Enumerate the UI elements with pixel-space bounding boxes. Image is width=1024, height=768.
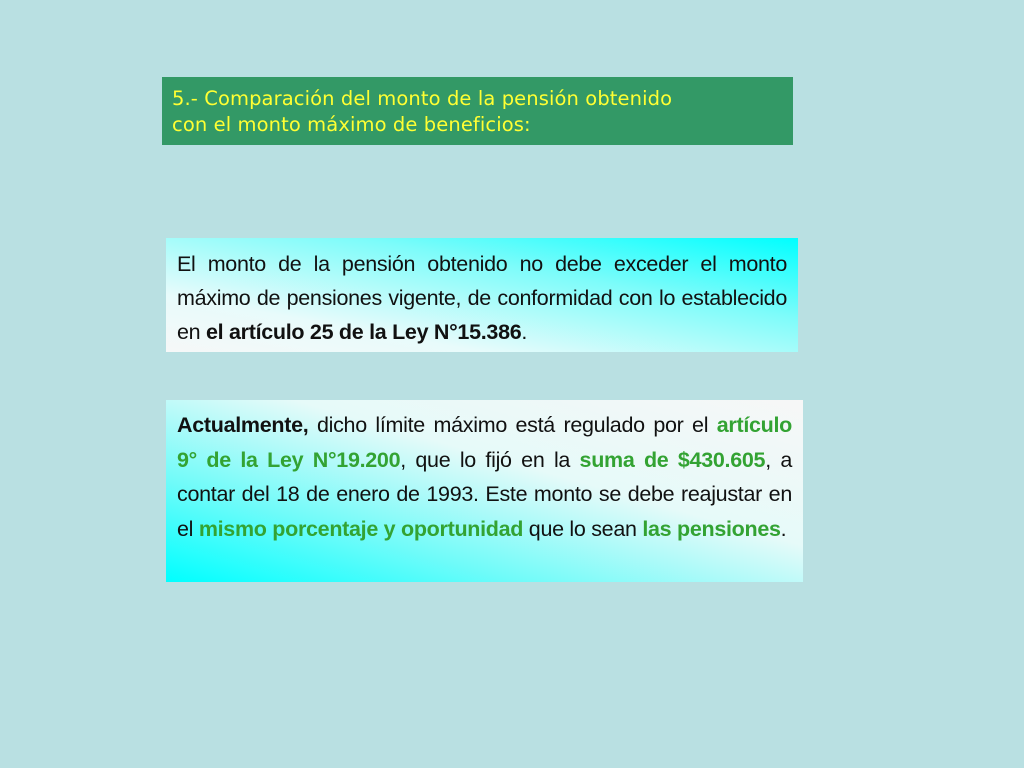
title-banner: [162, 77, 793, 145]
paragraph-2-text-1: dicho límite máximo está regulado por el: [308, 413, 717, 437]
paragraph-box-1: [166, 238, 798, 352]
paragraph-box-2: [166, 400, 803, 582]
slide-title: [172, 86, 783, 138]
paragraph-2-lead-word: Actualmente,: [177, 413, 309, 437]
paragraph-1-law-reference: el artículo 25 de la Ley N°15.386: [206, 320, 522, 344]
paragraph-2-text-4: que lo sean: [523, 516, 643, 541]
paragraph-1-text-1: El monto de la pensión obtenido no debe exceder el monto máximo de pensiones vigente, de conformidad con lo establecido en: [177, 252, 787, 344]
paragraph-2-highlight-pensions: las pensiones: [642, 516, 781, 541]
paragraph-2-text-3: , a contar del 18 de enero de 1993. Este monto se debe reajustar en el: [177, 447, 792, 541]
slide-title-line-1: 5.- Comparación del monto de la pensión obtenido: [172, 87, 673, 110]
slide-title-line-2: con el monto máximo de beneficios:: [172, 113, 531, 136]
paragraph-2-law-reference: artículo 9° de la Ley N°19.200: [177, 413, 792, 472]
paragraph-1-text-2: .: [521, 320, 528, 344]
paragraph-2-highlight-percentage: mismo porcentaje y oportunidad: [198, 516, 524, 541]
paragraph-2-text-2: , que lo fijó en la: [400, 447, 580, 472]
paragraph-2-text-5: .: [780, 516, 787, 541]
paragraph-2-amount: suma de $430.605: [579, 447, 766, 472]
